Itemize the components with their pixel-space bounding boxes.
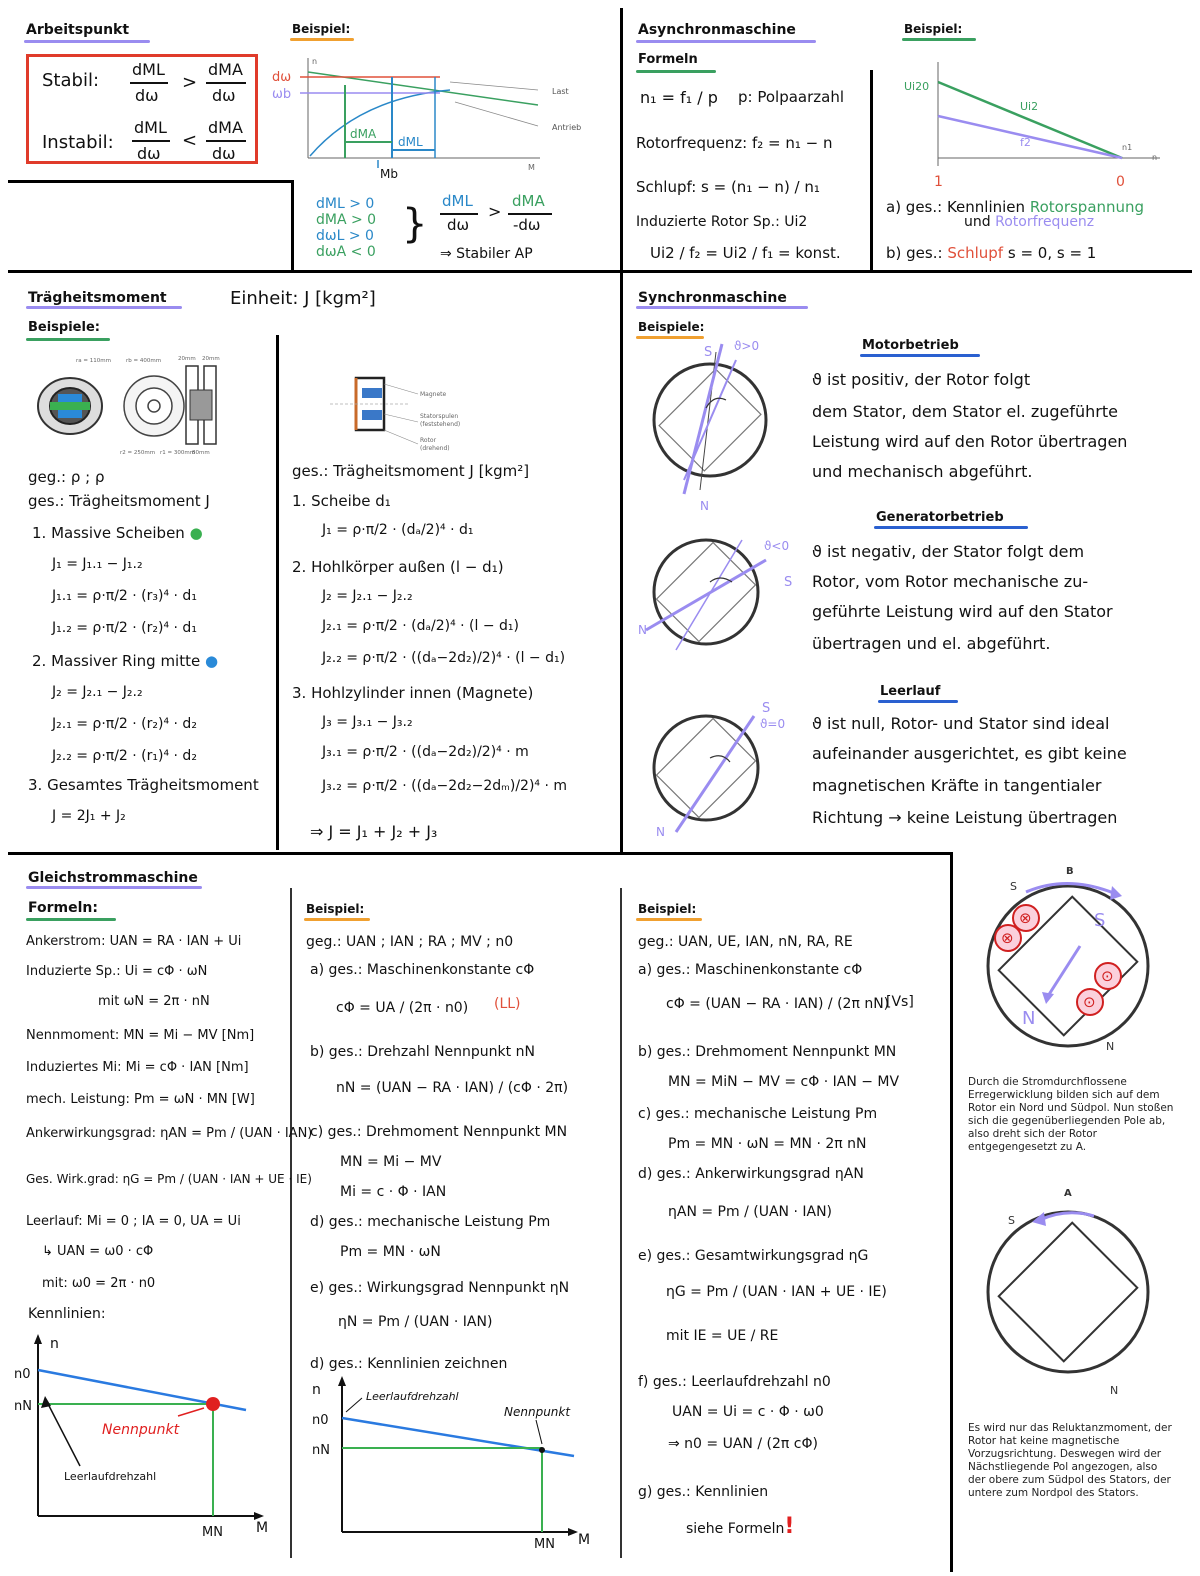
gs-f3: mit ωN = 2π · nN (98, 994, 210, 1009)
condition-3: dωL > 0 (316, 228, 374, 244)
sync-leer-3: magnetischen Kräfte in tangentialer (812, 776, 1102, 795)
img-w1: 20mm (178, 356, 196, 362)
gs-f12: Kennlinien: (28, 1306, 106, 1322)
traegheit-beispiele-underline (26, 338, 110, 341)
g2-leer: Leerlaufdrehzahl (366, 1390, 459, 1403)
result-bar-l (440, 213, 478, 215)
async-a-green: Rotorspannung (1029, 198, 1145, 216)
g2-nN: nN (312, 1443, 330, 1458)
sync-gen-underline (874, 526, 1028, 529)
result-num-l: dML (442, 192, 473, 210)
arbeitspunkt-beispiel-title: Beispiel: (292, 22, 351, 36)
async-b-rest: s = 0, s = 1 (1007, 244, 1097, 262)
sync-c3-n: N (656, 825, 665, 839)
gs-f4: Nennmoment: MN = Mi − MV [Nm] (26, 1028, 255, 1043)
gs-f11: mit: ω0 = 2π · n0 (42, 1276, 156, 1291)
rotor-3d-image (38, 378, 102, 434)
as-f2: f2 (1020, 136, 1031, 149)
green-dot-icon: ● (189, 524, 203, 542)
result-op: > (488, 202, 502, 221)
gs-b1-f: d) ges.: Kennlinien zeichnen (310, 1356, 508, 1372)
sync-motor-4: und mechanisch abgeführt. (812, 462, 1033, 481)
gleich-formeln-title: Formeln: (28, 900, 98, 916)
gs-b2-a2: [Vs] (886, 994, 914, 1010)
sync-motor-2: dem Stator, dem Stator el. zugeführte (812, 402, 1118, 421)
instabil-rhs-bar (206, 140, 246, 142)
sync-circle-leerlauf (640, 696, 790, 846)
gs-b1-a: a) ges.: Maschinenkonstante cΦ (310, 962, 535, 978)
as-one: 1 (934, 174, 943, 190)
d1-s: S (1010, 880, 1017, 893)
sync-gen-4: übertragen und el. abgeführt. (812, 634, 1051, 653)
reluktanz-caption-1: Durch die Stromdurchflossene Erregerwicklung bilden sich auf dem Rotor ein Nord und Südpol. Nun stoßen sich die gegenüberliegenden Pole ab, also dreht sich der Rotor entgegengesetzt zu A. (968, 1076, 1174, 1153)
condition-2: dMA > 0 (316, 212, 377, 228)
async-f1-note: p: Polpaarzahl (738, 88, 845, 106)
divider-top-middle (620, 8, 623, 270)
gs-b2-f2: ⇒ n0 = UAN / (2π cΦ) (668, 1436, 818, 1452)
async-a-und: und (964, 214, 991, 230)
ap-axis-m: M (528, 163, 535, 172)
traeg-s2c: J₂.₂ = ρ·π/2 · (r₁)⁴ · d₂ (52, 748, 197, 764)
d2-n: N (1110, 1384, 1119, 1397)
dot-icon-1: ⊙ (1101, 967, 1114, 985)
traegheit-title-underline (26, 306, 182, 309)
gs-b2-a: a) ges.: Maschinenkonstante cΦ (638, 962, 863, 978)
synchron-title: Synchronmaschine (638, 290, 787, 306)
asynchron-title-underline (636, 40, 816, 43)
traeg-r1: 1. Scheibe d₁ (292, 492, 391, 510)
sync-leer-2: aufeinander ausgerichtet, es gibt keine (812, 744, 1127, 763)
traegheit-title: Trägheitsmoment (28, 290, 167, 306)
result-den-l: dω (447, 216, 470, 234)
gs-b2-g1: siehe Formeln! (686, 1514, 795, 1539)
gs-f10: ↳ UAN = ω0 · cΦ (42, 1244, 154, 1259)
traeg-r2: 2. Hohlkörper außen (l − d₁) (292, 558, 504, 576)
gs-b1-c1: MN = Mi − MV (340, 1154, 442, 1170)
instabil-op: < (182, 130, 198, 151)
img-ra: ra = 110mm (76, 358, 111, 364)
async-f5: Ui2 / f₂ = Ui2 / f₁ = konst. (650, 244, 841, 262)
gs-kennlinie-1 (10, 1330, 280, 1550)
traeg-r2a: J₂ = J₂.₁ − J₂.₂ (322, 588, 413, 604)
gs-f5: Induziertes Mi: Mi = cΦ · IAN [Nm] (26, 1060, 249, 1075)
async-a-label: a) ges.: Kennlinien (886, 198, 1026, 216)
g2-mN: MN (534, 1537, 555, 1552)
gs-b1-b: b) ges.: Drehzahl Nennpunkt nN (310, 1044, 535, 1060)
d1-n2: N (1106, 1040, 1115, 1053)
reluktanz-caption-2: Es wird nur das Reluktanzmoment, der Rotor hat keine magnetische Vorzugsrichtung. Deswegen wird der Nächstliegende Pol angezogen, also der obere zum Südpol des Stators, der untere zum Nordpol des Stators. (968, 1422, 1172, 1499)
gs-f9: Leerlauf: Mi = 0 ; IA = 0, UA = Ui (26, 1214, 241, 1229)
dot-icon-2: ⊙ (1083, 993, 1096, 1011)
sync-c3-s: S (762, 701, 771, 716)
gs-b2-e1: ηG = Pm / (UAN · IAN + UE · IE) (666, 1284, 887, 1300)
gs-f7: Ankerwirkungsgrad: ηAN = Pm / (UAN · IAN) (26, 1126, 313, 1141)
g2-m: M (578, 1532, 591, 1548)
traegheit-images (28, 350, 274, 460)
gs-f8: Ges. Wirk.grad: ηG = Pm / (UAN · IAN + UE · IE) (26, 1172, 312, 1186)
gs-b2-exclaim: ! (784, 1514, 795, 1539)
as-n1: n1 (1122, 143, 1133, 152)
gs-kennlinie-2 (300, 1372, 600, 1556)
traeg-r3c: J₃.₂ = ρ·π/2 · ((dₐ−2d₂−2dₘ)/2)⁴ · m (322, 778, 567, 794)
diag-fest: (feststehend) (420, 421, 461, 428)
sync-c1-n: N (700, 499, 709, 513)
traeg-s3: 3. Gesamtes Trägheitsmoment (28, 776, 259, 794)
gs-b2-c: c) ges.: mechanische Leistung Pm (638, 1106, 878, 1122)
gs-f1: Ankerstrom: UAN = RA · IAN + Ui (26, 934, 242, 949)
g1-mN: MN (202, 1525, 223, 1540)
traeg-s1: 1. Massive Scheiben ● (32, 524, 203, 542)
gs-b2-b1: MN = MiN − MV = cΦ · IAN − MV (668, 1074, 900, 1090)
d2-s: S (1008, 1214, 1015, 1227)
sync-c1-s: S (704, 345, 713, 360)
img-r1: r1 = 300mm (160, 450, 196, 456)
traeg-s1c: J₁.₂ = ρ·π/2 · (r₂)⁴ · d₁ (52, 620, 197, 636)
gs-f6: mech. Leistung: Pm = ωN · MN [W] (26, 1092, 255, 1107)
asynchron-graph (890, 54, 1180, 194)
async-f4: Induzierte Rotor Sp.: Ui2 (636, 214, 808, 230)
traegheit-einheit: Einheit: J [kgm²] (230, 288, 376, 309)
result-den-r: -dω (513, 216, 541, 234)
gs-b1-a1: cΦ = UA / (2π · n0) (336, 1000, 469, 1016)
divider-bottom-left-v (290, 888, 292, 1558)
g2-n: n (312, 1382, 321, 1398)
gleich-title-underline (26, 886, 202, 889)
async-a-text2 (964, 214, 1094, 230)
async-f1: n₁ = f₁ / p (640, 88, 718, 107)
img-w2: 20mm (202, 356, 220, 362)
arbeitspunkt-title-underline (24, 40, 150, 43)
diag-statorspulen: Statorspulen (420, 413, 459, 420)
divider-bottom-right-v (950, 852, 953, 1572)
async-f2: Rotorfrequenz: f₂ = n₁ − n (636, 134, 833, 152)
sync-motor-title: Motorbetrieb (862, 338, 959, 353)
traeg-r3: 3. Hohlzylinder innen (Magnete) (292, 684, 534, 702)
divider-mid-middle (620, 270, 623, 854)
asynchron-beispiel-title: Beispiel: (904, 22, 963, 36)
divider-top-left-sub-v (291, 180, 294, 272)
sync-circle-motor (640, 330, 790, 513)
gs-b2-e2: mit IE = UE / RE (666, 1328, 779, 1344)
arbeitspunkt-graph (270, 50, 590, 180)
gs-b2-d1: ηAN = Pm / (UAN · IAN) (668, 1204, 833, 1220)
d1-n: N (1022, 1008, 1036, 1029)
diag-magnete: Magnete (420, 391, 447, 398)
traeg-s2b: J₂.₁ = ρ·π/2 · (r₂)⁴ · d₂ (52, 716, 197, 732)
sync-motor-3: Leistung wird auf den Rotor übertragen (812, 432, 1128, 451)
ap-dw-label: dω (272, 70, 292, 85)
sync-c3-angle: ϑ=0 (760, 717, 786, 731)
async-b-text (886, 244, 1096, 262)
synchron-beispiele: Beispiele: (638, 320, 705, 334)
divider-traeg-sub-v (276, 335, 279, 850)
traeg-r3a: J₃ = J₃.₁ − J₃.₂ (322, 714, 413, 730)
instabil-label: Instabil: (42, 132, 114, 153)
gs-b2-a1: cΦ = (UAN − RA · IAN) / (2π nN) (666, 996, 890, 1012)
gs-b1-e1: ηN = Pm / (UAN · IAN) (338, 1314, 493, 1330)
ap-last-label: Last (552, 87, 569, 96)
gs-b1-c: c) ges.: Drehmoment Nennpunkt MN (310, 1124, 568, 1140)
stabil-lhs-bar (130, 82, 168, 84)
sync-leer-4: Richtung → keine Leistung übertragen (812, 808, 1118, 827)
gs-b2-e: e) ges.: Gesamtwirkungsgrad ηG (638, 1248, 869, 1264)
async-f3: Schlupf: s = (n₁ − n) / n₁ (636, 178, 820, 196)
sync-leer-1: ϑ ist null, Rotor- und Stator sind ideal (812, 714, 1110, 733)
traeg-r3b: J₃.₁ = ρ·π/2 · ((dₐ−2d₂)/2)⁴ · m (322, 744, 529, 760)
async-b-label: b) ges.: (886, 244, 943, 262)
asynchron-title: Asynchronmaschine (638, 22, 796, 38)
ap-wb-label: ωb (272, 87, 292, 102)
d2-a: A (1064, 1188, 1072, 1199)
gs-b1-b1: nN = (UAN − RA · IAN) / (cΦ · 2π) (336, 1080, 569, 1096)
traeg-r2c: J₂.₂ = ρ·π/2 · ((dₐ−2d₂)/2)⁴ · (l − d₁) (322, 650, 566, 666)
instabil-lhs-den: dω (137, 144, 161, 163)
instabil-rhs-den: dω (212, 144, 236, 163)
condition-4: dωA < 0 (316, 244, 376, 260)
gs-b2-underline (636, 918, 702, 921)
gs-b1-d1: Pm = MN · ωN (340, 1244, 441, 1260)
reluktanz-diagram-1 (970, 856, 1180, 1066)
traeg-ges: ges.: Trägheitsmoment J (28, 492, 210, 510)
as-zero: 0 (1116, 174, 1125, 190)
sync-gen-1: ϑ ist negativ, der Stator folgt dem (812, 542, 1085, 561)
asynchron-formeln-underline (636, 70, 716, 73)
reluktanz-diagram-2 (970, 1180, 1180, 1400)
g1-n0: n0 (14, 1367, 31, 1382)
g1-nenn: Nennpunkt (102, 1422, 180, 1438)
gs-b2-c1: Pm = MN · ωN = MN · 2π nN (668, 1136, 867, 1152)
gs-b2-f: f) ges.: Leerlaufdrehzahl n0 (638, 1374, 831, 1390)
sync-c2-n: N (638, 623, 647, 637)
ap-dma-label: dMA (350, 127, 377, 141)
async-b-red: Schlupf (947, 244, 1004, 262)
traeg-s2a: J₂ = J₂.₁ − J₂.₂ (52, 684, 143, 700)
async-a-purple: Rotorfrequenz (995, 214, 1095, 230)
gs-b2-d: d) ges.: Ankerwirkungsgrad ηAN (638, 1166, 864, 1182)
gs-b2-f1: UAN = Ui = c · Φ · ω0 (672, 1404, 824, 1420)
gs-b2-b: b) ges.: Drehmoment Nennpunkt MN (638, 1044, 897, 1060)
gs-b1-geg: geg.: UAN ; IAN ; RA ; MV ; n0 (306, 934, 514, 950)
sync-motor-underline (860, 354, 980, 357)
gs-f2: Induzierte Sp.: Ui = cΦ · ωN (26, 964, 208, 979)
diag-rotor: Rotor (420, 437, 437, 444)
gleich-formeln-underline (26, 918, 116, 921)
traeg-r1a: J₁ = ρ·π/2 · (dₐ/2)⁴ · d₁ (322, 522, 474, 538)
divider-row2 (8, 852, 952, 855)
g2-nenn: Nennpunkt (504, 1405, 571, 1419)
img-rb: rb = 400mm (126, 358, 162, 364)
gs-b2-g: g) ges.: Kennlinien (638, 1484, 769, 1500)
blue-dot-icon: ● (205, 652, 219, 670)
stabil-label: Stabil: (42, 70, 100, 91)
gs-b1-c2: Mi = c · Φ · IAN (340, 1184, 447, 1200)
instabil-lhs-bar (132, 140, 170, 142)
as-ui2: Ui2 (1020, 100, 1039, 113)
sync-c2-angle: ϑ<0 (764, 539, 790, 553)
gs-b2-title: Beispiel: (638, 902, 697, 916)
divider-async-sub-v (870, 70, 873, 270)
sync-c1-angle: ϑ>0 (734, 339, 760, 353)
conditions-brace: } (402, 201, 428, 247)
stabil-rhs-num: dMA (208, 60, 243, 79)
stabil-rhs-den: dω (212, 86, 236, 105)
traeg-r2b: J₂.₁ = ρ·π/2 · (dₐ/2)⁴ · (l − d₁) (322, 618, 519, 634)
g1-n: n (50, 1336, 59, 1352)
gs-b1-title: Beispiel: (306, 902, 365, 916)
condition-1: dML > 0 (316, 196, 375, 212)
instabil-rhs-num: dMA (208, 118, 243, 137)
instabil-lhs-num: dML (134, 118, 167, 137)
sync-gen-2: Rotor, vom Rotor mechanische zu- (812, 572, 1089, 591)
g1-leer: Leerlaufdrehzahl (64, 1470, 157, 1483)
sync-leer-title: Leerlauf (880, 684, 941, 699)
gs-b2-geg: geg.: UAN, UE, IAN, nN, RA, RE (638, 934, 853, 950)
stabil-lhs-den: dω (135, 86, 159, 105)
arbeitspunkt-beispiel-underline (290, 38, 354, 41)
g1-nN: nN (14, 1399, 32, 1414)
img-r2: r2 = 250mm (120, 450, 156, 456)
stabil-op: > (182, 72, 198, 93)
cross-icon-1: ⊗ (1019, 909, 1032, 927)
synchron-title-underline (636, 306, 808, 309)
diag-dreh: (drehend) (420, 445, 450, 452)
cross-icon-2: ⊗ (1001, 929, 1014, 947)
result-num-r: dMA (512, 192, 545, 210)
as-axis-n: n (1152, 153, 1158, 162)
divider-row1 (8, 270, 1192, 273)
asynchron-beispiel-underline (902, 38, 976, 41)
sync-gen-3: geführte Leistung wird auf den Stator (812, 602, 1113, 621)
arbeitspunkt-title: Arbeitspunkt (26, 22, 130, 38)
g2-n0: n0 (312, 1413, 329, 1428)
d1-b: B (1066, 866, 1074, 877)
as-ui20: Ui20 (904, 80, 930, 93)
sync-leer-underline (878, 700, 958, 703)
traeg-r-ges: ges.: Trägheitsmoment J [kgm²] (292, 462, 530, 480)
result-text: ⇒ Stabiler AP (440, 246, 533, 262)
gs-b1-e: e) ges.: Wirkungsgrad Nennpunkt ηN (310, 1280, 570, 1296)
result-bar-r (508, 213, 552, 215)
ap-mb-label: Mb (380, 167, 398, 181)
gleich-title: Gleichstrommaschine (28, 870, 198, 886)
traeg-s1a: J₁ = J₁.₁ − J₁.₂ (52, 556, 143, 572)
traeg-geg: geg.: ρ ; ρ (28, 468, 105, 486)
sync-motor-1: ϑ ist positiv, der Rotor folgt (812, 370, 1031, 389)
divider-bottom-mid-v (620, 888, 622, 1558)
sync-gen-title: Generatorbetrieb (876, 510, 1004, 525)
traegheit-diagram (320, 350, 490, 450)
sync-c2-s: S (784, 575, 793, 590)
traeg-s1b: J₁.₁ = ρ·π/2 · (r₃)⁴ · d₁ (52, 588, 197, 604)
g1-m: M (256, 1520, 269, 1536)
ap-antrieb-label: Antrieb (552, 123, 582, 132)
gs-b1-d: d) ges.: mechanische Leistung Pm (310, 1214, 551, 1230)
img-h: 80mm (192, 450, 210, 456)
gs-b1-underline (304, 918, 370, 921)
traeg-r-res: ⇒ J = J₁ + J₂ + J₃ (310, 822, 438, 841)
ap-axis-n: n (312, 57, 318, 66)
ap-dml-label: dML (398, 135, 423, 149)
stabil-lhs-num: dML (132, 60, 165, 79)
traeg-s3a: J = 2J₁ + J₂ (52, 808, 126, 824)
sync-circle-generator (640, 530, 800, 660)
asynchron-formeln-title: Formeln (638, 52, 698, 67)
traeg-s2: 2. Massiver Ring mitte ● (32, 652, 219, 670)
stabil-rhs-bar (206, 82, 246, 84)
divider-top-left-sub (8, 180, 292, 183)
traegheit-beispiele: Beispiele: (28, 320, 100, 335)
d1-s2: S (1094, 910, 1106, 931)
gs-b1-a2: (LL) (494, 996, 521, 1012)
